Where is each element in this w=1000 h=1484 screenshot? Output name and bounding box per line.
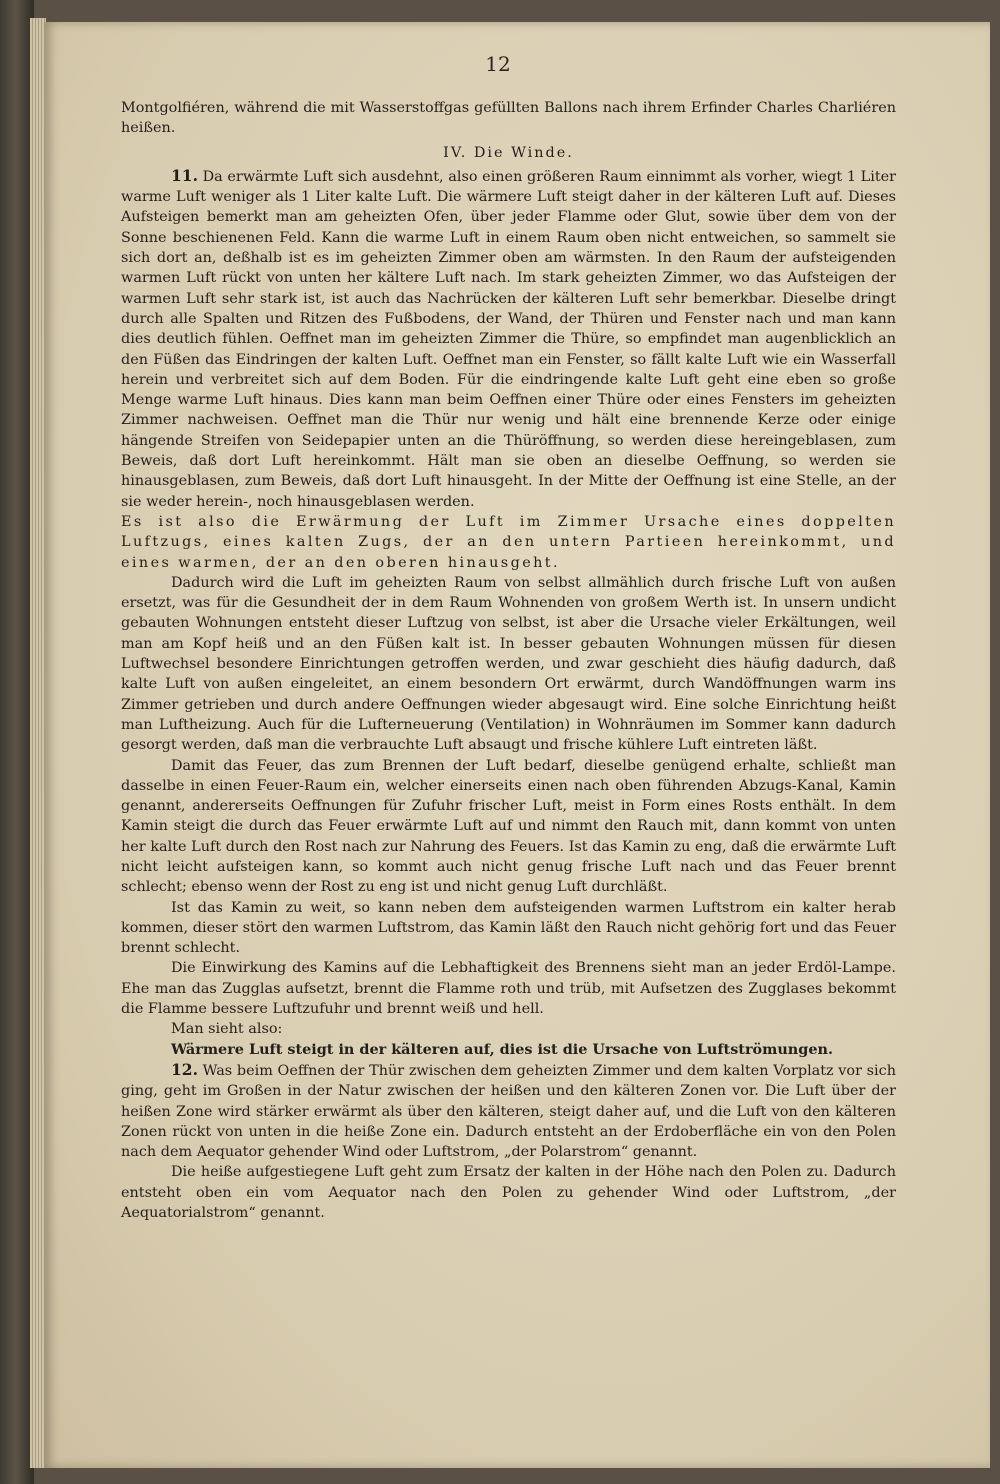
lamp-paragraph: Die Einwirkung des Kamins auf die Lebhaftigkeit des Brennens sieht man an jeder Erdöl-Lampe. Ehe man das Zugglas aufsetzt, brennt die Flamme roth und trüb, mit Aufsetzen des Zugglases bekommt die Flamme bessere Luftzufuhr und brennt weiß und hell. — [121, 960, 896, 1018]
page-text — [121, 98, 896, 1223]
conclusion-paragraph: Es ist also die Erwärmung der Luft im Zimmer Ursache eines doppelten Luftzugs, eines kalten Zugs, der an den untern Partieen hereinkommt, und eines warmen, der an den oberen hinausgeht. — [121, 513, 896, 571]
summary-intro: Man sieht also: — [171, 1021, 283, 1038]
paragraph-12 — [121, 1060, 896, 1162]
intro-paragraph: Montgolfiéren, während die mit Wasserstoffgas gefüllten Ballons nach ihrem Erfinder Charles Charliéren heißen. — [121, 100, 896, 137]
page-number: 12 — [485, 52, 511, 76]
equatorial-paragraph: Die heiße aufgestiegene Luft geht zum Ersatz der kalten in der Höhe nach den Polen zu. Dadurch entsteht oben ein vom Aequator nach den Polen zu gehender Wind oder Luftstrom, „der Aequatorialstrom“ genannt. — [121, 1164, 896, 1222]
paragraph-11 — [121, 166, 896, 512]
paragraph-number: 11. — [171, 165, 198, 185]
paragraph-text: Da erwärmte Luft sich ausdehnt, also einen größeren Raum einnimmt als vorher, wiegt 1 Liter warme Luft weniger als 1 Liter kalte Luft. Die wärmere Luft steigt daher in der kälteren Luft auf. Dieses Aufsteigen bemerkt man am geheizten Ofen, über jeder Flamme oder Glut, sowie über dem von der Sonne beschienenen Feld. Kann die warme Luft in einem Raum oben nicht entweichen, so sammelt sie sich dort an, deßhalb ist es im geheizten Zimmer oben am wärmsten. In den Raum der aufsteigenden warmen Luft rückt von unten her kältere Luft nach. Im stark geheizten Zimmer, wo das Aufsteigen der warmen Luft sehr stark ist, ist auch das Nachrücken der kälteren Luft sehr bemerkbar. Dieselbe dringt durch alle Spalten und Ritzen des Fußbodens, der Wand, der Thüren und Fenster nach und man kann dies deutlich fühlen. Oeffnet man im geheizten Zimmer die Thüre, so empfindet man augenblicklich an den Füßen das Eindringen der kalten Luft. Oeffnet man ein Fenster, so fällt kalte Luft wie ein Wasserfall herein und verbreitet sich auf dem Boden. Für die eindringende kalte Luft geht eine eben so große Menge warme Luft hinaus. Dies kann man beim Oeffnen einer Thüre oder eines Fensters im geheizten Zimmer nachweisen. Oeffnet man die Thür nur wenig und hält eine brennende Kerze oder einige hängende Streifen von Seidepapier unten an die Thüröffnung, so werden diese hereingeblasen, zum Beweis, daß dort Luft hereinkommt. Hält man sie oben an dieselbe Oeffnung, so werden sie hinausgeblasen, zum Beweis, daß dort Luft hinausgeht. In der Mitte der Oeffnung ist eine Stelle, an der sie weder herein-, noch hinausgeblasen werden. — [121, 168, 896, 510]
paragraph-number: 12. — [171, 1059, 198, 1079]
paragraph-text: Was beim Oeffnen der Thür zwischen dem geheizten Zimmer und dem kalten Vorplatz vor sich ging, geht im Großen in der Natur zwischen der heißen und den kälteren Zonen vor. Die Luft über der heißen Zone wird stärker erwärmt als über den kälteren, steigt daher auf, und die Luft von den kälteren Zonen rückt von unten in die heiße Zone ein. Dadurch entsteht an der Erdoberfläche ein von den Polen nach dem Aequator gehender Wind oder Luftstrom, „der Polarstrom“ genannt. — [121, 1062, 896, 1161]
ventilation-paragraph: Dadurch wird die Luft im geheizten Raum von selbst allmählich durch frische Luft von außen ersetzt, was für die Gesundheit der in dem Raum Wohnenden von großem Werth ist. In unsern undicht gebauten Wohnungen entsteht dieser Luftzug von selbst, ist aber die Ursache vieler Erkältungen, weil man am Kopf heiß und an den Füßen kalt ist. In besser gebauten Wohnungen müssen für diesen Luftwechsel besondere Einrichtungen getroffen werden, und zwar geschieht dies häufig dadurch, daß kalte Luft von außen eingeleitet, an einem besondern Ort erwärmt, durch Wandöffnungen warm ins Zimmer getrieben und durch andere Oeffnungen wieder abgesaugt wird. Eine solche Einrichtung heißt man Luftheizung. Auch für die Lufterneuerung (Ventilation) in Wohnräumen im Sommer kann dadurch gesorgt werden, daß man die verbrauchte Luft absaugt und frische kühlere Luft eintreten läßt. — [121, 574, 896, 754]
chimney-paragraph: Ist das Kamin zu weit, so kann neben dem aufsteigenden warmen Luftstrom ein kalter herab kommen, dieser stört den warmen Luftstrom, das Kamin läßt den Rauch nicht gehörig fort und das Feuer brennt schlecht. — [121, 899, 896, 957]
book-spine — [0, 0, 34, 1484]
summary-rule: Wärmere Luft steigt in der kälteren auf, dies ist die Ursache von Luftströmungen. — [171, 1040, 833, 1058]
section-heading: IV. Die Winde. — [443, 144, 574, 161]
fire-paragraph: Damit das Feuer, das zum Brennen der Luft bedarf, dieselbe genügend erhalte, schließt man dasselbe in einen Feuer-Raum ein, welcher einerseits einen nach oben führenden Abzugs-Kanal, Kamin genannt, andererseits Oeffnungen für Zufuhr frischer Luft, meist in Form eines Rosts enthält. In dem Kamin steigt die durch das Feuer erwärmte Luft auf und nimmt den Rauch mit, dann kommt von unten her kalte Luft durch den Rost nach zur Nahrung des Feuers. Ist das Kamin zu eng, daß die erwärmte Luft nicht leicht aufsteigen kann, so kommt auch nicht genug frische Luft nach und das Feuer brennt schlecht; ebenso wenn der Rost zu eng ist und nicht genug Luft durchläßt. — [121, 757, 896, 896]
